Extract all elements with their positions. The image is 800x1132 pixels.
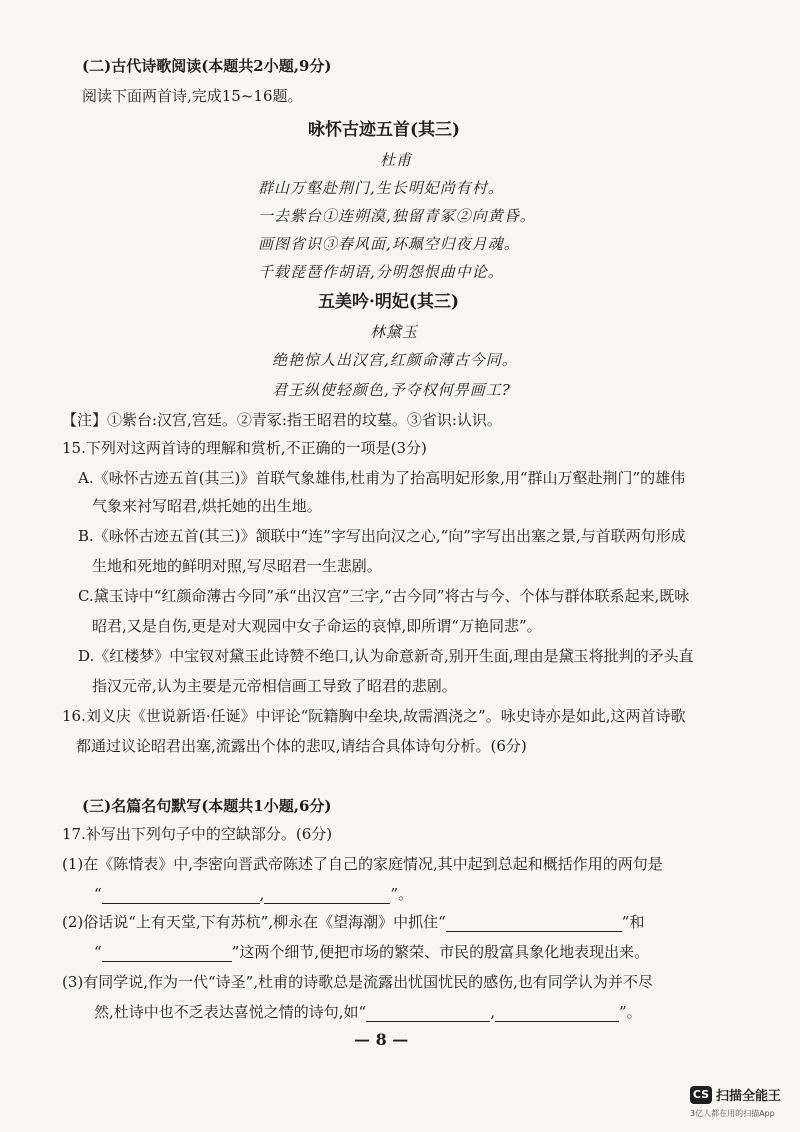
page-number: — 8 — — [354, 1030, 409, 1049]
q15-option-d-line-2: 指汉元帝,认为主要是元帝相信画工导致了昭君的悲剧。 — [92, 677, 457, 695]
answer-blank-5[interactable] — [366, 1007, 490, 1022]
poem2-author: 林黛玉 — [370, 323, 419, 341]
quote-close: ”。 — [619, 1003, 642, 1021]
section2-instruction: 阅读下面两首诗,完成15~16题。 — [82, 87, 303, 105]
q17-part3-prompt: 然,杜诗中也不乏表达喜悦之情的诗句,如“ — [94, 1003, 367, 1021]
answer-blank-2[interactable] — [264, 889, 390, 904]
poem1-line-2: 一去紫台①连朔漠,独留青冢②向黄昏。 — [258, 207, 536, 225]
poem2-title: 五美吟·明妃(其三) — [318, 292, 460, 312]
comma: , — [490, 1003, 495, 1021]
q15-stem: 15.下列对这两首诗的理解和赏析,不正确的一项是(3分) — [62, 439, 427, 457]
q17-part1-answer — [94, 884, 413, 904]
answer-blank-1[interactable] — [102, 889, 260, 904]
q16-line-2: 都通过议论昭君出塞,流露出个体的悲叹,请结合具体诗句分析。(6分) — [76, 737, 527, 755]
watermark-tagline: 3亿人都在用的扫描App — [690, 1109, 775, 1118]
q17-part2-line-1 — [62, 912, 644, 932]
camscanner-logo: CS — [690, 1086, 712, 1104]
comma: , — [259, 885, 265, 903]
poem1-line-3: 画图省识③春风面,环珮空归夜月魂。 — [258, 235, 520, 253]
q17-stem: 17.补写出下列句子中的空缺部分。(6分) — [62, 825, 333, 843]
q15-option-b-line-1: B.《咏怀古迹五首(其三)》颔联中“连”字写出向汉之心,“向”字写出出塞之景,与首联两句形成 — [78, 527, 686, 545]
q15-option-b-line-2: 生地和死地的鲜明对照,写尽昭君一生悲剧。 — [92, 557, 382, 575]
q17-part2-mid: ”和 — [621, 913, 645, 931]
poem2-line-2: 君王纵使轻颜色,予夺权何畀画工? — [272, 381, 511, 399]
q17-part2-prompt: (2)俗话说“上有天堂,下有苏杭”,柳永在《望海潮》中抓住“ — [62, 913, 446, 931]
q17-part2-tail: ”这两个细节,便把市场的繁荣、市民的殷富具象化地表现出来。 — [231, 943, 650, 961]
answer-blank-3[interactable] — [446, 917, 622, 932]
quote-close: ”。 — [390, 885, 414, 903]
answer-blank-4[interactable] — [102, 947, 232, 962]
scanner-watermark — [690, 1085, 781, 1104]
q15-option-c-line-2: 昭君,又是自伤,更是对大观园中女子命运的哀悼,即所谓“万艳同悲”。 — [92, 617, 542, 635]
poem1-title: 咏怀古迹五首(其三) — [308, 120, 461, 140]
answer-blank-6[interactable] — [495, 1007, 619, 1022]
poem1-author: 杜甫 — [380, 151, 413, 169]
poem2-line-1: 绝艳惊人出汉宫,红颜命薄古今同。 — [272, 351, 518, 369]
q15-option-a-line-1: A.《咏怀古迹五首(其三)》首联气象雄伟,杜甫为了抬高明妃形象,用“群山万壑赴荆门”的雄伟 — [78, 469, 686, 487]
q17-part3-line-2 — [94, 1002, 642, 1022]
quote-open: “ — [94, 885, 102, 903]
poem1-line-1: 群山万壑赴荆门,生长明妃尚有村。 — [258, 179, 504, 197]
q17-part2-line-2 — [94, 942, 649, 962]
q15-option-a-line-2: 气象来衬写昭君,烘托她的出生地。 — [92, 497, 322, 515]
q17-part1-prompt: (1)在《陈情表》中,李密向晋武帝陈述了自己的家庭情况,其中起到总起和概括作用的两句是 — [62, 855, 663, 873]
poem-note: 【注】①紫台:汉宫,宫廷。②青冢:指王昭君的坟墓。③省识:认识。 — [62, 411, 502, 429]
section2-heading: (二)古代诗歌阅读(本题共2小题,9分) — [82, 57, 332, 75]
section3-heading: (三)名篇名句默写(本题共1小题,6分) — [82, 797, 332, 815]
watermark-name: 扫描全能王 — [716, 1089, 782, 1104]
poem1-line-4: 千载琵琶作胡语,分明怨恨曲中论。 — [258, 263, 504, 281]
q15-option-c-line-1: C.黛玉诗中“红颜命薄古今同”承“出汉宫”三字,“古今同”将古与今、个体与群体联系起来,既咏 — [78, 587, 690, 605]
q17-part3-line-1: (3)有同学说,作为一代“诗圣”,杜甫的诗歌总是流露出忧国忧民的感伤,也有同学认为并不尽 — [62, 973, 653, 991]
quote-open: “ — [94, 943, 102, 961]
q16-line-1: 16.刘义庆《世说新语·任诞》中评论“阮籍胸中垒块,故需酒浇之”。咏史诗亦是如此,这两首诗歌 — [62, 707, 686, 725]
q15-option-d-line-1: D.《红楼梦》中宝钗对黛玉此诗赞不绝口,认为命意新奇,别开生面,理由是黛玉将批判的矛头直 — [78, 647, 694, 665]
